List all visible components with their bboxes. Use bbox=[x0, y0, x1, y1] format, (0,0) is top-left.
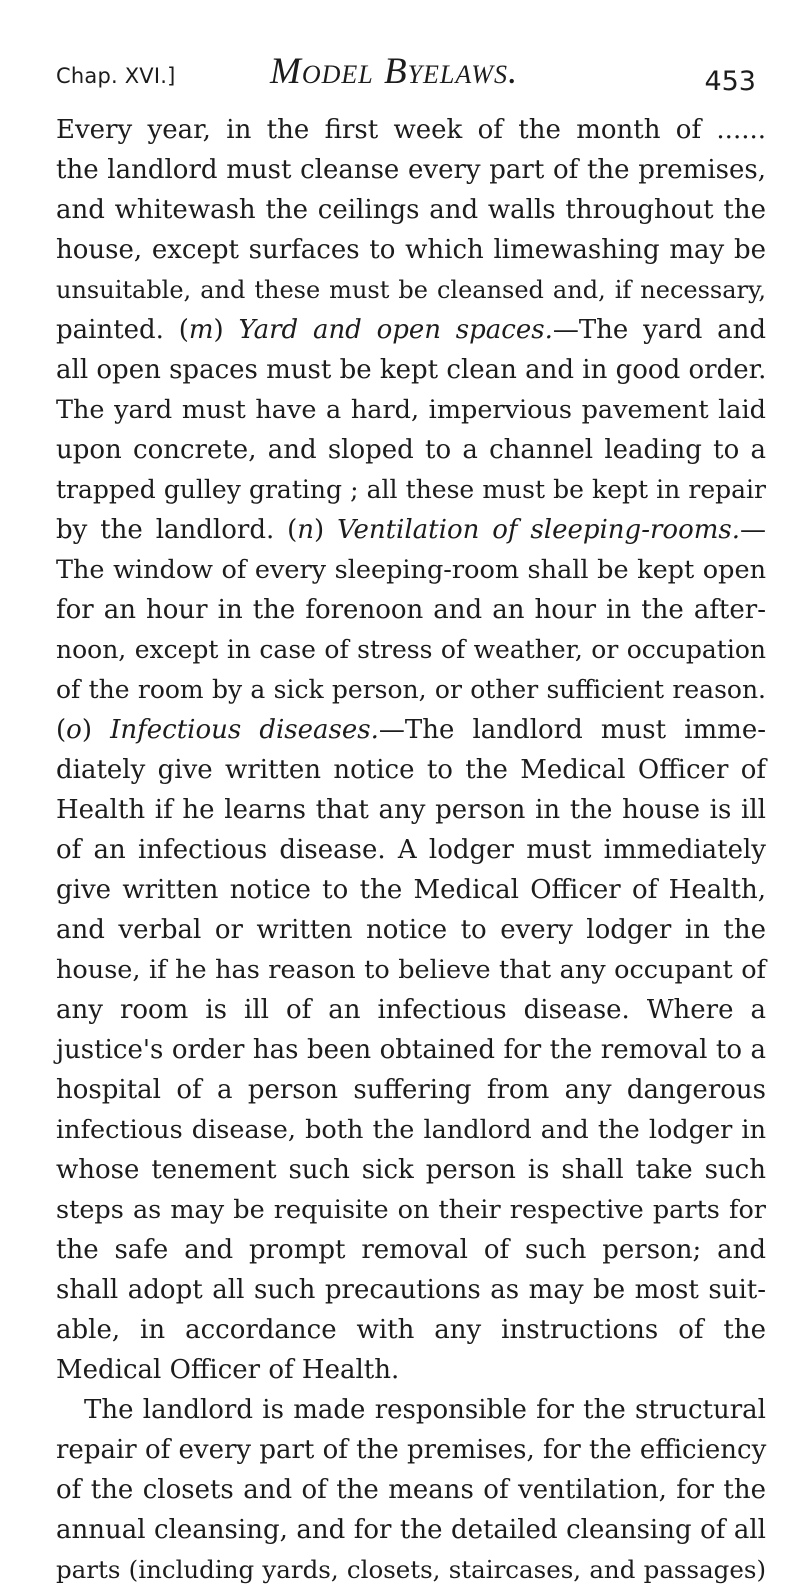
text-line: The yard must have a hard, impervious pavement laid bbox=[56, 395, 766, 425]
clause-letter: m bbox=[188, 315, 214, 345]
clause-letter: o bbox=[66, 715, 82, 745]
text-run: painted. ( bbox=[56, 315, 189, 345]
text-run: —The yard and bbox=[552, 315, 767, 345]
text-line bbox=[56, 710, 766, 750]
section-heading: Infectious diseases. bbox=[110, 715, 379, 745]
section-heading: Ventilation of sleeping-rooms. bbox=[337, 515, 740, 545]
text-line: diately give written notice to the Medical Officer of bbox=[56, 755, 766, 785]
text-line: shall adopt all such precautions as may be most suit- bbox=[56, 1275, 766, 1305]
text-line: hospital of a person suffering from any dangerous bbox=[56, 1075, 766, 1105]
text-line bbox=[56, 510, 766, 550]
text-line: repair of every part of the premises, for the efficiency bbox=[56, 1435, 767, 1465]
text-line: and verbal or written notice to every lodger in the bbox=[56, 915, 766, 945]
running-title: Model Byelaws. bbox=[270, 51, 519, 92]
body-text bbox=[56, 110, 766, 1590]
page-number: 453 bbox=[704, 66, 756, 97]
text-line: infectious disease, both the landlord and the lodger in bbox=[56, 1115, 766, 1145]
text-line: steps as may be requisite on their respective parts for bbox=[56, 1195, 766, 1225]
text-line: The window of every sleeping-room shall be kept open bbox=[56, 555, 766, 585]
text-line: trapped gulley grating ; all these must be kept in repair bbox=[56, 475, 766, 504]
text-line: for an hour in the forenoon and an hour in the after- bbox=[56, 595, 766, 625]
page-header bbox=[56, 44, 756, 100]
text-run: ) bbox=[213, 315, 239, 345]
chapter-reference: Chap. XVI.] bbox=[56, 64, 176, 88]
text-line: house, if he has reason to believe that any occupant of bbox=[56, 955, 766, 985]
text-line: unsuitable, and these must be cleansed and, if necessary, bbox=[56, 276, 766, 304]
clause-letter: n bbox=[297, 515, 315, 545]
text-line: and whitewash the ceilings and walls throughout the bbox=[56, 195, 766, 225]
text-line: parts (including yards, closets, staircases, and passages) bbox=[56, 1555, 766, 1584]
text-run: ( bbox=[56, 715, 67, 745]
text-line: of an infectious disease. A lodger must immediately bbox=[56, 835, 766, 865]
text-line: whose tenement such sick person is shall take such bbox=[56, 1155, 766, 1185]
text-line: Medical Officer of Health. bbox=[56, 1355, 400, 1385]
text-line: Health if he learns that any person in the house is ill bbox=[56, 795, 766, 825]
text-line: Every year, in the first week of the month of ...... bbox=[56, 115, 766, 145]
text-run: — bbox=[739, 515, 766, 545]
text-line: house, except surfaces to which limewashing may be bbox=[56, 235, 766, 265]
text-line: justice's order has been obtained for the removal to a bbox=[56, 1035, 766, 1065]
text-line: give written notice to the Medical Officer of Health, bbox=[56, 875, 766, 905]
text-line: noon, except in case of stress of weather, or occupation bbox=[56, 635, 766, 664]
text-run: ) bbox=[314, 515, 338, 545]
text-line: of the closets and of the means of ventilation, for the bbox=[56, 1475, 766, 1505]
text-run: ) bbox=[81, 715, 111, 745]
text-line: able, in accordance with any instructions of the bbox=[56, 1315, 766, 1345]
text-run: —The landlord must imme- bbox=[378, 715, 766, 745]
text-line: all open spaces must be kept clean and in good order. bbox=[56, 355, 767, 385]
text-run: by the landlord. ( bbox=[56, 515, 298, 545]
text-line: the safe and prompt removal of such person; and bbox=[56, 1235, 766, 1265]
text-line bbox=[56, 310, 766, 350]
text-line: any room is ill of an infectious disease. Where a bbox=[56, 995, 766, 1025]
text-line: upon concrete, and sloped to a channel leading to a bbox=[56, 435, 766, 465]
text-line: of the room by a sick person, or other sufficient reason. bbox=[56, 675, 766, 704]
text-line: annual cleansing, and for the detailed cleansing of all bbox=[56, 1515, 766, 1545]
text-line: the landlord must cleanse every part of the premises, bbox=[56, 155, 766, 185]
section-heading: Yard and open spaces. bbox=[238, 315, 553, 345]
text-line: The landlord is made responsible for the structural bbox=[84, 1395, 766, 1425]
